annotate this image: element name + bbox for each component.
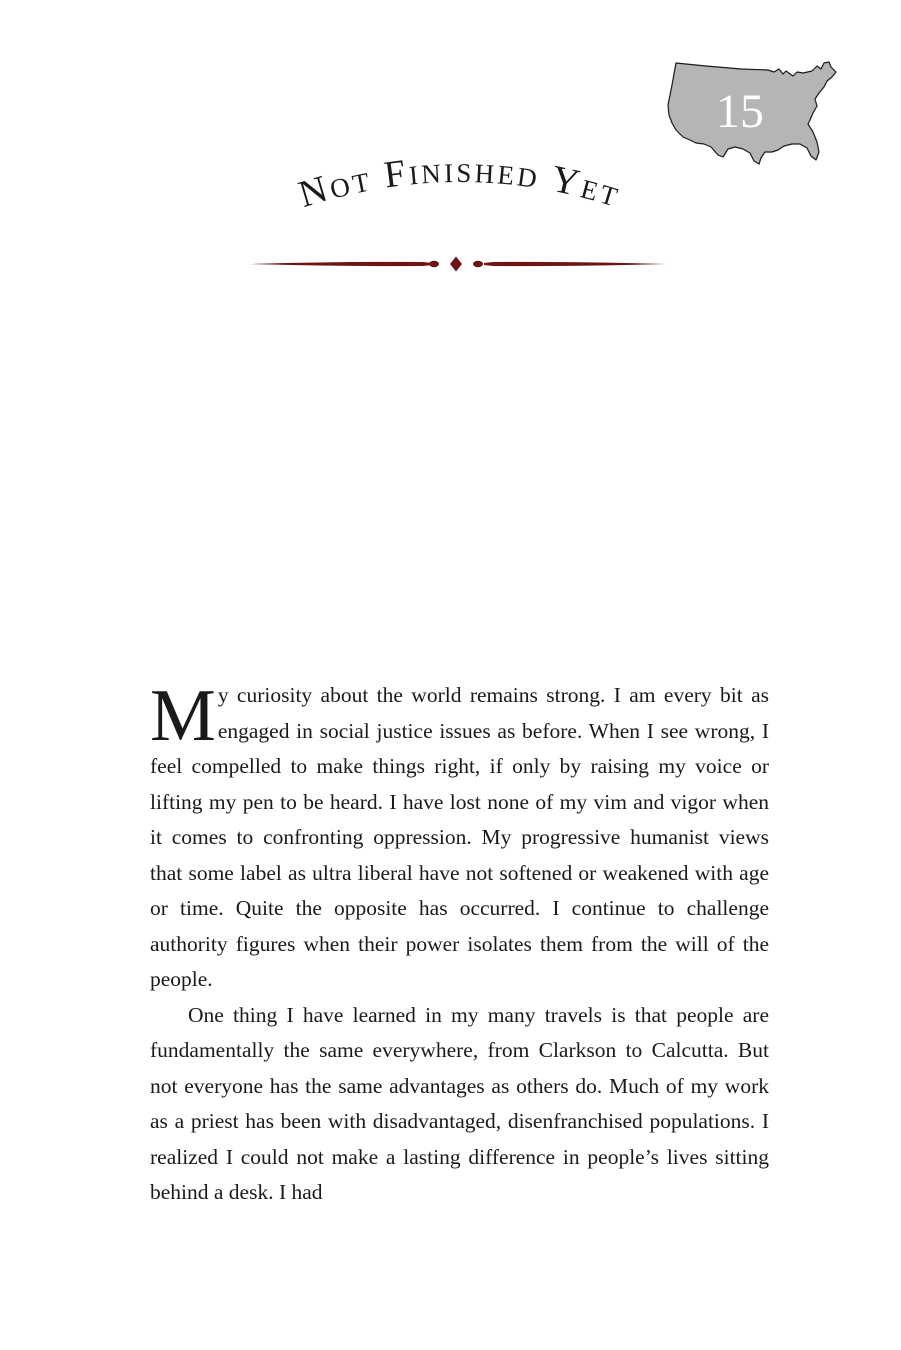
chapter-body — [150, 675, 769, 1211]
body-paragraph-2: One thing I have learned in my many travels is that people are fundamentally the same everywhere, from Clarkson to Calcutta. But not everyone has the same advantages as others do. Much of my work as a priest has been with disadvantaged, disenfranchised populations. I realized I could not make a lasting difference in people’s lives sitting behind a desk. I had — [150, 1002, 769, 1204]
svg-text:Not Finished Yet — [294, 149, 626, 216]
body-paragraph-1-text: y curiosity about the world remains strong. I am every bit as engaged in social justice issues as before. When I see wrong, I feel compelled to make things right, if only by raising my voice or lifting my pen to be heard. I have lost none of my vim and vigor when it comes to confronting oppression. My progressive humanist views that some label as ultra liberal have not softened or weakened with age or time. Quite the opposite has occurred. I continue to challenge authority figures when their power isolates them from the will of the people. — [150, 683, 769, 991]
drop-cap: M — [150, 675, 216, 757]
chapter-title-text: Not Finished Yet — [294, 148, 627, 216]
title-divider-ornament — [248, 254, 668, 274]
chapter-title — [200, 140, 720, 250]
chapter-number: 15 — [716, 85, 764, 138]
body-paragraph-1 — [150, 675, 769, 998]
